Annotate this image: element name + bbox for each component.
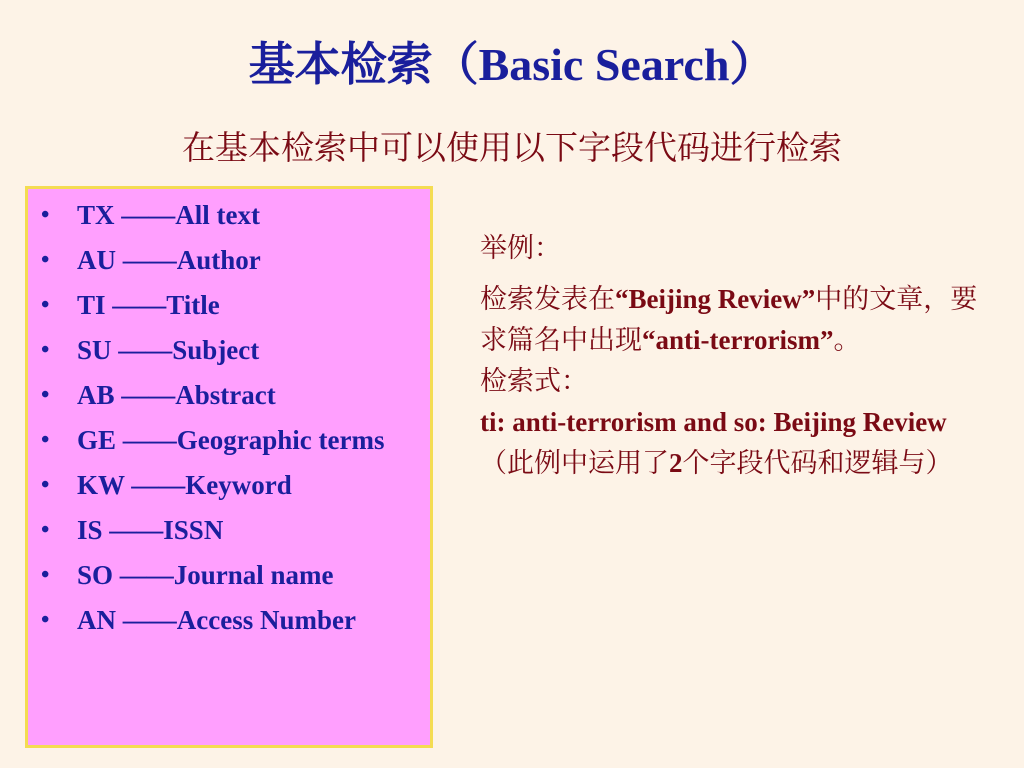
field-code-item <box>28 512 430 548</box>
field-code-item <box>28 287 430 323</box>
field-code-text: KW ——Keyword <box>77 470 292 500</box>
bullet-icon: • <box>41 607 50 633</box>
bullet-icon: • <box>41 472 50 498</box>
slide-title-en: Basic Search <box>478 39 730 90</box>
field-code-text: TX ——All text <box>77 200 260 230</box>
example-note-number: 2 <box>669 448 683 478</box>
slide-title <box>0 32 1024 97</box>
slide-title-zh: 基本检索（ <box>248 37 479 91</box>
field-codes-list <box>28 189 430 638</box>
slide-subtitle: 在基本检索中可以使用以下字段代码进行检索 <box>182 128 842 167</box>
example-query-text: ti: anti-terrorism and so: Beijing Review <box>480 407 947 437</box>
example-journal-name: “Beijing Review” <box>615 284 816 314</box>
field-code-item <box>28 557 430 593</box>
bullet-icon: • <box>41 382 50 408</box>
example-query <box>480 402 980 443</box>
bullet-icon: • <box>41 247 50 273</box>
field-code-text: TI ——Title <box>77 290 220 320</box>
example-note-part: 个字段代码和逻辑与） <box>682 448 953 479</box>
field-code-text: GE ——Geographic terms <box>77 425 385 455</box>
slide-title-close: ） <box>729 37 776 91</box>
field-code-item <box>28 467 430 503</box>
bullet-icon: • <box>41 292 50 318</box>
field-codes-box <box>25 186 433 748</box>
example-note <box>480 443 980 484</box>
field-code-text: AB ——Abstract <box>77 380 276 410</box>
example-title-term: “anti-terrorism” <box>642 325 834 355</box>
field-code-text: AN ——Access Number <box>77 605 356 635</box>
example-panel <box>480 228 980 484</box>
bullet-icon: • <box>41 562 50 588</box>
example-heading: 举例： <box>480 233 561 264</box>
field-code-text: IS ——ISSN <box>77 515 224 545</box>
field-code-item <box>28 242 430 278</box>
field-code-item <box>28 377 430 413</box>
example-description <box>480 279 980 361</box>
field-code-text: SO ——Journal name <box>77 560 334 590</box>
bullet-icon: • <box>41 202 50 228</box>
field-code-item <box>28 602 430 638</box>
example-note-part: （此例中运用了 <box>480 448 669 479</box>
bullet-icon: • <box>41 517 50 543</box>
example-desc-part: 中的文章，要求篇名中出现 <box>480 284 978 356</box>
example-query-label: 检索式： <box>480 366 588 397</box>
field-code-text: AU ——Author <box>77 245 261 275</box>
example-desc-part: 。 <box>833 325 861 356</box>
bullet-icon: • <box>41 337 50 363</box>
field-code-item <box>28 197 430 233</box>
field-code-item <box>28 332 430 368</box>
bullet-icon: • <box>41 427 50 453</box>
example-desc-part: 检索发表在 <box>480 284 615 315</box>
field-code-text: SU ——Subject <box>77 335 260 365</box>
field-code-item <box>28 422 430 458</box>
